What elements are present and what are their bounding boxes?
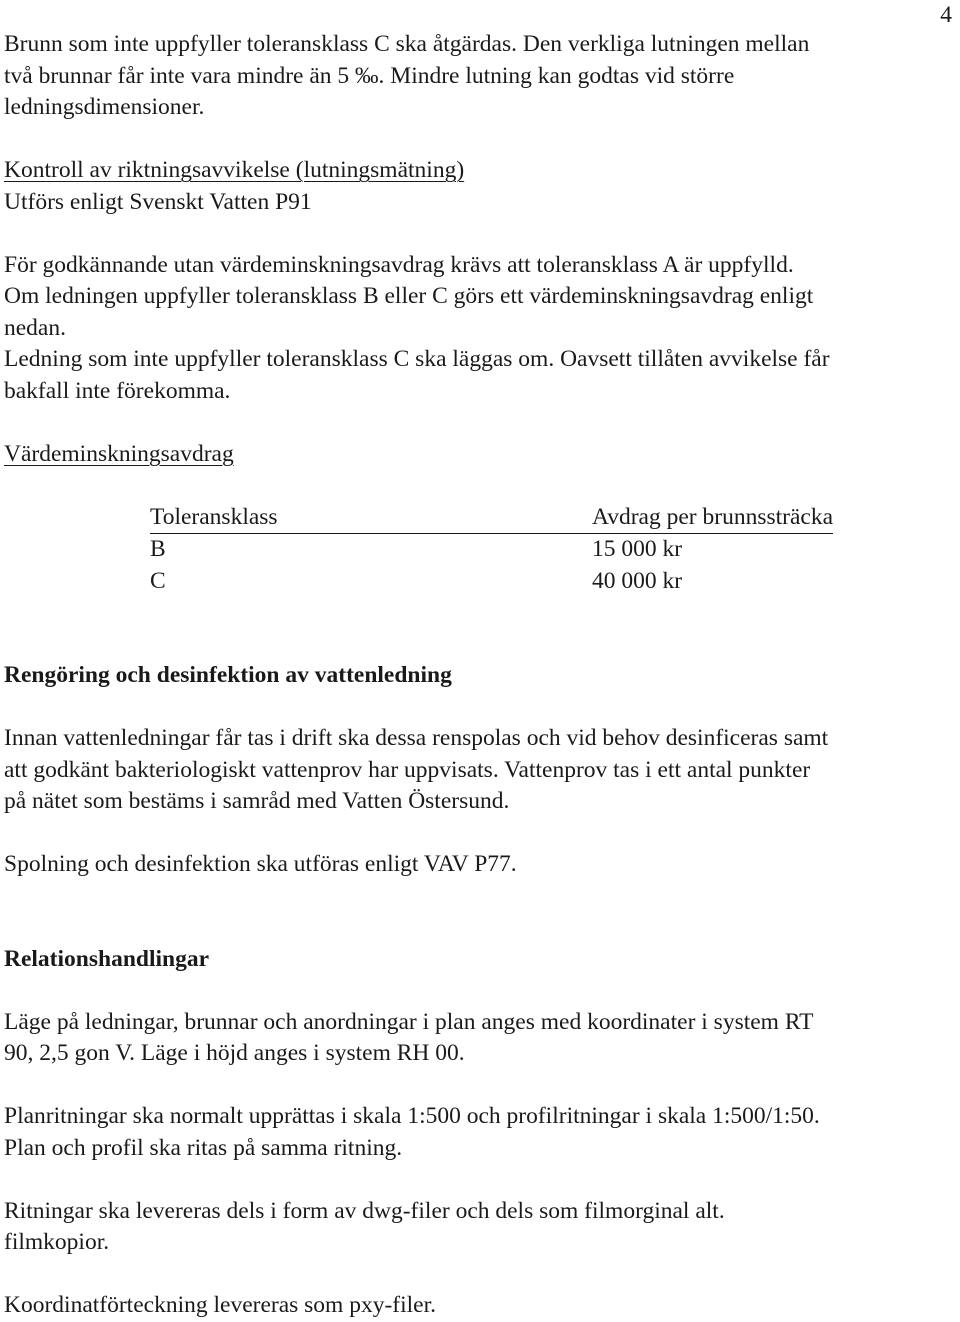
column-header-tolerance-class: Toleransklass xyxy=(150,502,592,534)
body-line: Ritningar ska levereras dels i form av dwg-filer och dels som filmorginal alt. xyxy=(4,1197,725,1224)
deduction-heading: Värdeminskningsavdrag xyxy=(4,440,234,467)
body-line: Planritningar ska normalt upprättas i skala 1:500 och profilritningar i skala 1:500/1:50. xyxy=(4,1103,820,1129)
body-line: Om ledningen uppfyller toleransklass B eller C görs ett värdeminskningsavdrag enligt xyxy=(4,283,814,309)
slope-check-reference: Utförs enligt Svenskt Vatten P91 xyxy=(4,188,312,215)
table-cell: 15 000 kr xyxy=(592,536,683,562)
page-number: 4 xyxy=(940,2,952,28)
table-cell: B xyxy=(150,536,166,562)
document-body xyxy=(4,29,954,1322)
relations-heading: Relationshandlingar xyxy=(4,945,210,972)
body-line: 90, 2,5 gon V. Läge i höjd anges i system RH 00. xyxy=(4,1040,465,1066)
table-header-row xyxy=(150,502,833,534)
table-cell: C xyxy=(150,567,166,594)
table-cell: 40 000 kr xyxy=(592,567,683,594)
body-line: på nätet som bestäms i samråd med Vatten Östersund. xyxy=(4,788,510,814)
table-row xyxy=(150,566,833,598)
body-line: För godkännande utan värdeminskningsavdrag krävs att toleransklass A är uppfylld. xyxy=(4,251,794,278)
body-line: Läge på ledningar, brunnar och anordningar i plan anges med koordinater i system RT xyxy=(4,1008,814,1035)
body-line: nedan. xyxy=(4,314,66,341)
body-line: Spolning och desinfektion ska utföras enligt VAV P77. xyxy=(4,851,517,877)
body-line: att godkänt bakteriologiskt vattenprov har uppvisats. Vattenprov tas i ett antal punkter xyxy=(4,756,811,783)
body-line: ledningsdimensioner. xyxy=(4,94,205,120)
cleaning-heading: Rengöring och desinfektion av vattenledning xyxy=(4,662,452,688)
body-line: Innan vattenledningar får tas i drift ska dessa renspolas och vid behov desinficeras samt xyxy=(4,725,829,751)
table-row xyxy=(150,534,833,566)
body-line: filmkopior. xyxy=(4,1229,110,1255)
body-line: Koordinatförteckning levereras som pxy-filer. xyxy=(4,1292,436,1318)
deduction-table xyxy=(150,502,833,598)
body-line: två brunnar får inte vara mindre än 5 ‰. Mindre lutning kan godtas vid större xyxy=(4,62,735,89)
column-header-deduction: Avdrag per brunnssträcka xyxy=(592,502,833,534)
slope-check-heading: Kontroll av riktningsavvikelse (lutningsmätning) xyxy=(4,157,465,183)
body-line: bakfall inte förekomma. xyxy=(4,377,231,404)
body-line: Ledning som inte uppfyller toleransklass C ska läggas om. Oavsett tillåten avvikelse får xyxy=(4,346,830,372)
body-line: Brunn som inte uppfyller toleransklass C ska åtgärdas. Den verkliga lutningen mellan xyxy=(4,31,810,57)
body-line: Plan och profil ska ritas på samma ritning. xyxy=(4,1134,403,1161)
